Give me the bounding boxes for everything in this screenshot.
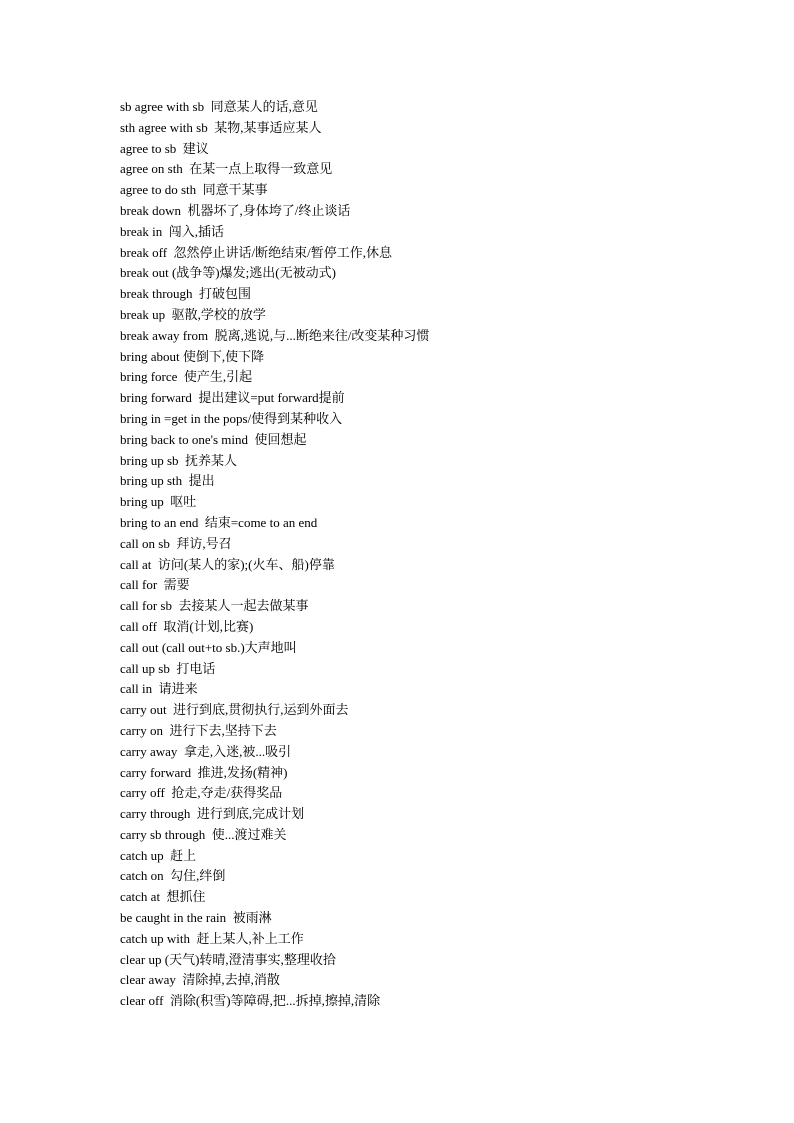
phrase-line: call at 访问(某人的家);(火车、船)停靠 [120, 556, 335, 572]
phrase-line: call for 需要 [120, 577, 190, 593]
phrase-line: call on sb 拜访,号召 [120, 535, 232, 551]
phrase-line: call for sb 去接某人一起去做某事 [120, 598, 309, 614]
phrase-line: carry off 抢走,夺走/获得奖品 [120, 785, 283, 801]
phrase-line: bring up sth 提出 [120, 473, 215, 489]
phrase-line: agree on sth 在某一点上取得一致意见 [120, 161, 333, 177]
phrase-line: bring back to one's mind 使回想起 [120, 431, 307, 447]
phrase-line: break up 驱散,学校的放学 [120, 306, 266, 322]
phrase-line: bring forward 提出建议=put forward提前 [120, 390, 345, 406]
phrase-line: break out (战争等)爆发;逃出(无被动式) [120, 265, 336, 281]
phrase-list [120, 97, 429, 1012]
phrase-line: carry away 拿走,入迷,被...吸引 [120, 743, 292, 759]
phrase-line: catch at 想抓住 [120, 889, 206, 905]
phrase-line: carry on 进行下去,坚持下去 [120, 722, 277, 738]
phrase-line: bring force 使产生,引起 [120, 369, 253, 385]
phrase-line: call up sb 打电话 [120, 660, 216, 676]
phrase-line: sth agree with sb 某物,某事适应某人 [120, 119, 322, 135]
phrase-line: catch up 赶上 [120, 847, 197, 863]
phrase-line: break away from 脱离,逃说,与...断绝来往/改变某种习惯 [120, 327, 430, 343]
phrase-line: carry forward 推进,发扬(精神) [120, 764, 288, 780]
phrase-line: clear off 消除(积雪)等障碍,把...拆掉,擦掉,清除 [120, 993, 381, 1009]
phrase-line: bring to an end 结束=come to an end [120, 514, 318, 530]
phrase-line: bring in =get in the pops/使得到某种收入 [120, 410, 343, 426]
phrase-line: agree to sb 建议 [120, 140, 209, 156]
phrase-line: agree to do sth 同意干某事 [120, 182, 268, 198]
phrase-line: break off 忽然停止讲话/断绝结束/暂停工作,休息 [120, 244, 393, 260]
phrase-line: break in 闯入,插话 [120, 223, 224, 239]
phrase-line: be caught in the rain 被雨淋 [120, 910, 272, 926]
phrase-line: carry out 进行到底,贯彻执行,运到外面去 [120, 702, 349, 718]
phrase-line: clear up (天气)转晴,澄清事实,整理收拾 [120, 951, 336, 967]
phrase-line: call in 请进来 [120, 681, 198, 697]
phrase-line: break through 打破包围 [120, 286, 252, 302]
phrase-line: break down 机器坏了,身体垮了/终止谈话 [120, 202, 351, 218]
phrase-line: call off 取消(计划,比赛) [120, 618, 254, 634]
phrase-line: catch on 勾住,绊倒 [120, 868, 226, 884]
phrase-line: catch up with 赶上某人,补上工作 [120, 930, 304, 946]
phrase-line: bring about 使倒下,使下降 [120, 348, 265, 364]
phrase-line: bring up 呕吐 [120, 494, 197, 510]
phrase-line: bring up sb 抚养某人 [120, 452, 238, 468]
phrase-line: call out (call out+to sb.)大声地叫 [120, 639, 297, 655]
phrase-line: sb agree with sb 同意某人的话,意见 [120, 99, 318, 114]
phrase-line: carry through 进行到底,完成计划 [120, 806, 305, 822]
phrase-line: clear away 清除掉,去掉,消散 [120, 972, 280, 988]
phrase-line: carry sb through 使...渡过难关 [120, 826, 287, 842]
